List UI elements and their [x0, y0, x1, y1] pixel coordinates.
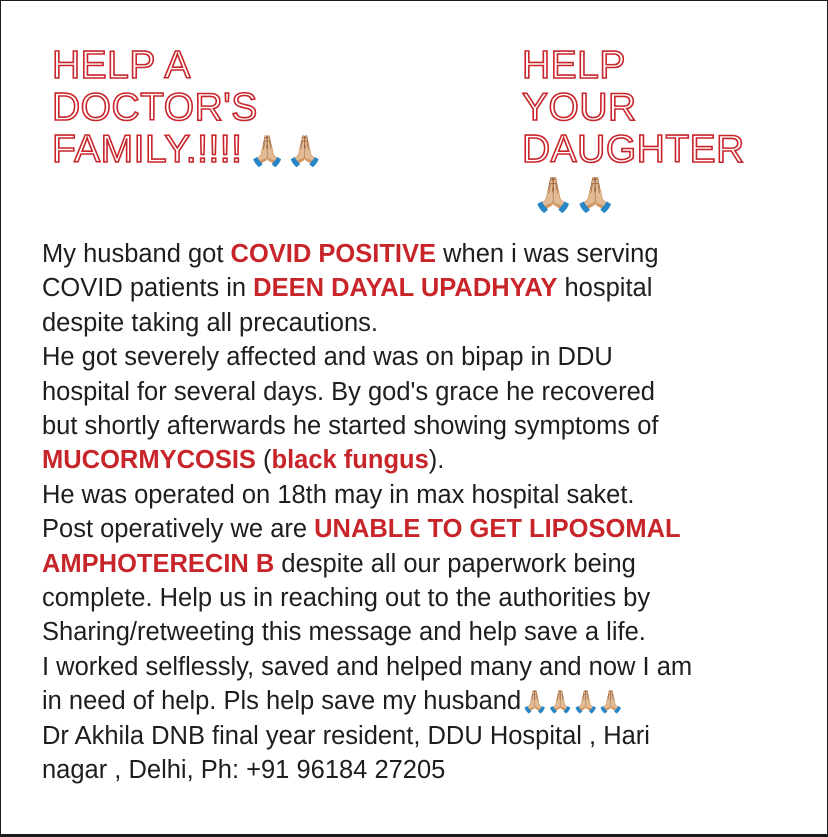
- message-text: ).: [428, 446, 445, 475]
- message-text: My husband got: [42, 240, 231, 268]
- message-line: complete. Help us in reaching out to the authorities by: [42, 584, 651, 613]
- highlight-mucormycosis: MUCORMYCOSIS: [42, 446, 256, 475]
- folded-hands-icon: 🙏🏼🙏🏼: [532, 176, 617, 214]
- message-line: nagar , Delhi, Ph: +91 96184 27205: [42, 756, 446, 785]
- message-line: [42, 443, 822, 477]
- headline-help-your-daughter: [522, 45, 745, 171]
- highlight-covid-positive: COVID POSITIVE: [230, 240, 437, 268]
- message-line: Dr Akhila DNB final year resident, DDU Hospital , Hari: [42, 721, 650, 750]
- highlight-hospital-name: DEEN DAYAL UPADHYAY: [253, 274, 558, 303]
- message-text: despite all our paperwork being: [274, 549, 636, 578]
- headline-left-line-2: DOCTOR'S: [52, 86, 258, 129]
- message-line: Sharing/retweeting this message and help save a life.: [42, 618, 646, 647]
- headline-left-line-3: [52, 129, 324, 171]
- message-line: despite taking all precautions.: [42, 308, 378, 337]
- message-line: hospital for several days. By god's grace he recovered: [42, 377, 655, 406]
- highlight-unable-to-get: UNABLE TO GET LIPOSOMAL: [314, 515, 681, 544]
- highlight-black-fungus: black fungus: [271, 446, 429, 475]
- message-text: hospital: [557, 274, 653, 303]
- headline-right-line-1: HELP: [522, 44, 626, 87]
- message-line: [42, 684, 822, 718]
- headline-help-doctors-family: [52, 45, 324, 171]
- folded-hands-icon: 🙏🏼🙏🏼🙏🏼🙏🏼: [521, 689, 623, 715]
- message-line: [42, 237, 822, 271]
- highlight-amphotericin: AMPHOTERECIN B: [42, 549, 275, 578]
- headline-right-line-2: YOUR: [522, 86, 637, 129]
- message-text: in need of help. Pls help save my husband: [42, 687, 522, 716]
- appeal-message: [42, 237, 822, 788]
- message-text: Post operatively we are: [42, 515, 315, 544]
- message-line: but shortly afterwards he started showing symptoms of: [42, 412, 659, 441]
- folded-hands-icon: 🙏🏼🙏🏼: [248, 134, 325, 168]
- message-line: He got severely affected and was on bipap in DDU: [42, 343, 613, 372]
- message-line: [42, 512, 822, 546]
- message-text: when i was serving: [436, 240, 659, 268]
- message-line: I worked selflessly, saved and helped many and now I am: [42, 652, 693, 681]
- message-text: (: [255, 446, 272, 475]
- message-text: COVID patients in: [42, 274, 254, 303]
- message-line: [42, 271, 822, 305]
- message-line: [42, 547, 822, 581]
- headline-left-line-1: HELP A: [52, 44, 191, 87]
- headline-left-line-3-text: FAMILY.!!!!: [52, 128, 243, 171]
- headline-right-line-3: DAUGHTER: [522, 128, 745, 171]
- message-line: He was operated on 18th may in max hospital saket.: [42, 480, 635, 509]
